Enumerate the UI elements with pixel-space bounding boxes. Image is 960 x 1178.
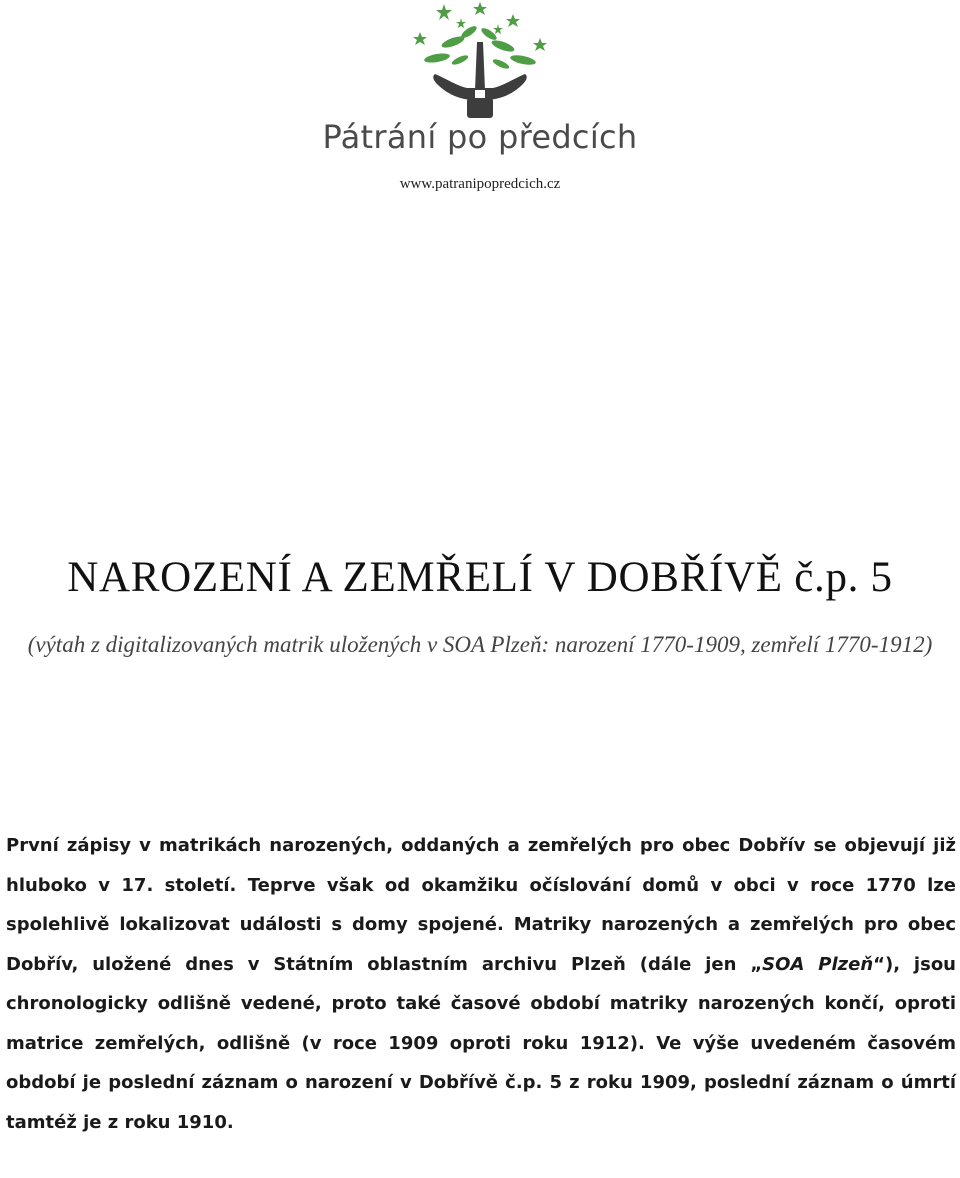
tree-hands-icon — [405, 2, 555, 120]
logo-header — [0, 0, 960, 200]
document-title: NAROZENÍ A ZEMŘELÍ V DOBŘÍVĚ č.p. 5 — [67, 554, 893, 601]
body-paragraph — [6, 826, 956, 1142]
paragraph-text-part1: První zápisy v matrikách narozených, oddaných a zemřelých pro obec Dobřív se objevují již hluboko v 17. století. Teprve však od okamžiku očíslování domů v obci v roce 1770 lze spolehlivě lokalizovat události s domy spojené. Matriky narozených a zemřelých pro obec Dobřív, uložené dnes v Státním oblastním archivu Plzeň (dále jen „ — [6, 835, 956, 975]
paragraph-text-part2: “), jsou chronologicky odlišně vedené, proto také časové období matriky narozených končí, oproti matrice zemřelých, odlišně (v roce 1909 oproti roku 1912). Ve výše uvedeném časovém období je poslední záznam o narození v Dobřívě č.p. 5 z roku 1909, poslední záznam o úmrtí tamtéž je z roku 1910. — [6, 953, 956, 1133]
document-subtitle: (výtah z digitalizovaných matrik uložených v SOA Plzeň: narození 1770-1909, zemřelí 1770-1912) — [27, 632, 933, 657]
logo-url: www.patranipopredcich.cz — [399, 176, 561, 192]
paragraph-emphasis: SOA Plzeň — [762, 953, 874, 975]
logo-name: Pátrání po předcích — [322, 118, 638, 156]
